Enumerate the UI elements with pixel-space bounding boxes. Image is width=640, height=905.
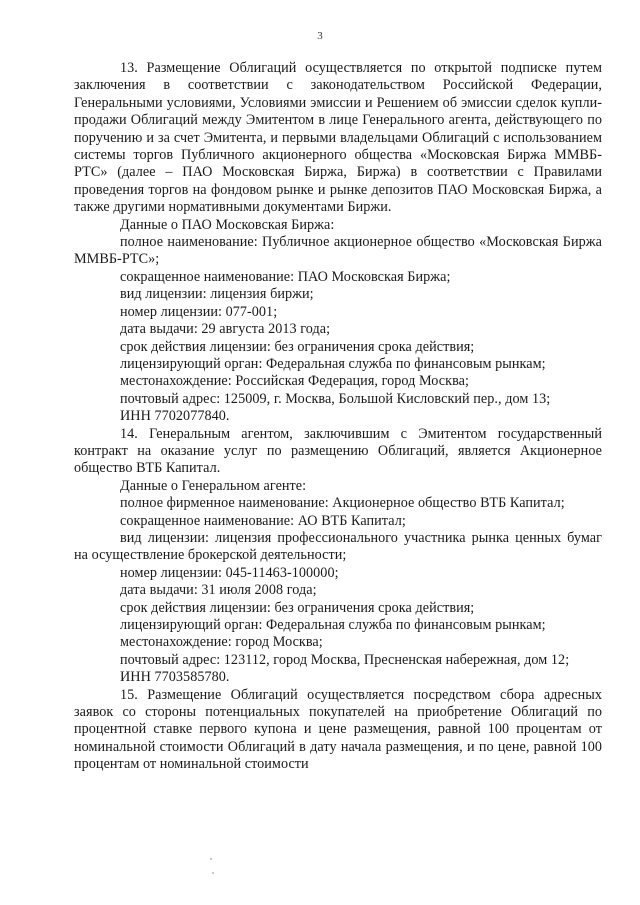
exchange-licensing-body: лицензирующий орган: Федеральная служба по финансовым рынкам; <box>120 355 546 372</box>
agent-license-type: вид лицензии: лицензия профессионального участника рынка ценных бумаг на осуществление брокерской деятельности; <box>74 529 602 564</box>
agent-location: местонахождение: город Москва; <box>120 634 323 651</box>
paragraph-14: 14. Генеральным агентом, заключившим с Эмитентом государственный контракт на оказание услуг по размещению Облигаций, является Акционерное общество ВТБ Капитал. <box>74 425 602 477</box>
agent-licensing-body: лицензирующий орган: Федеральная служба по финансовым рынкам; <box>120 617 546 633</box>
agent-issue-date: дата выдачи: 31 июля 2008 года; <box>120 582 317 599</box>
exchange-full-name: полное наименование: Публичное акционерное общество «Московская Биржа ММВБ-РТС»; <box>74 234 602 268</box>
scan-speck <box>210 858 212 860</box>
exchange-data-heading: Данные о ПАО Московская Биржа: <box>120 216 335 233</box>
agent-inn: ИНН 7703585780. <box>120 669 230 686</box>
paragraph-15: 15. Размещение Облигаций осуществляется посредством сбора адресных заявок со стороны потенциальных покупателей на приобретение Облигаций по процентной ставке первого купона и цене размещения, равной 100 процентам от номинальной стоимости Облигаций в дату начала размещения, и по цене, равной 100 процентам от номинальной стоимости <box>74 686 602 773</box>
exchange-license-number: номер лицензии: 077-001; <box>120 303 278 320</box>
exchange-postal-address: почтовый адрес: 125009, г. Москва, Большой Кисловский пер., дом 13; <box>120 390 551 407</box>
exchange-short-name: сокращенное наименование: ПАО Московская Биржа; <box>120 268 451 285</box>
exchange-location: местонахождение: Российская Федерация, город Москва; <box>120 373 469 390</box>
agent-data-heading: Данные о Генеральном агенте: <box>120 477 307 494</box>
document-body <box>74 60 602 774</box>
exchange-issue-date: дата выдачи: 29 августа 2013 года; <box>120 321 331 338</box>
page-number: 3 <box>317 30 323 42</box>
agent-license-number: номер лицензии: 045-11463-100000; <box>120 564 339 581</box>
paragraph-13: 13. Размещение Облигаций осуществляется по открытой подписке путем заключения в соответствии с законодательством Российской Федерации, Генеральными условиями, Условиями эмиссии и Решением об эмиссии сделок купли-продажи Облигаций между Эмитентом в лице Генерального агента, действующего по поручению и за счет Эмитента, и первыми владельцами Облигаций с использованием системы торгов Публичного акционерного общества «Московская Биржа ММВБ-РТС» (далее – ПАО Московская Биржа, Биржа) в соответствии с Правилами проведения торгов на фондовом рынке и рынке депозитов ПАО Московская Биржа, а также другими нормативными документами Биржи. <box>74 60 602 216</box>
exchange-license-validity: срок действия лицензии: без ограничения срока действия; <box>120 338 475 355</box>
agent-license-validity: срок действия лицензии: без ограничения срока действия; <box>120 599 475 616</box>
agent-short-name: сокращенное наименование: АО ВТБ Капитал; <box>120 512 406 529</box>
agent-postal-address: почтовый адрес: 123112, город Москва, Пресненская набережная, дом 12; <box>120 651 570 668</box>
agent-full-name: полное фирменное наименование: Акционерное общество ВТБ Капитал; <box>120 495 565 512</box>
scan-speck <box>212 872 214 874</box>
exchange-inn: ИНН 7702077840. <box>120 408 230 425</box>
exchange-license-type: вид лицензии: лицензия биржи; <box>120 286 314 303</box>
